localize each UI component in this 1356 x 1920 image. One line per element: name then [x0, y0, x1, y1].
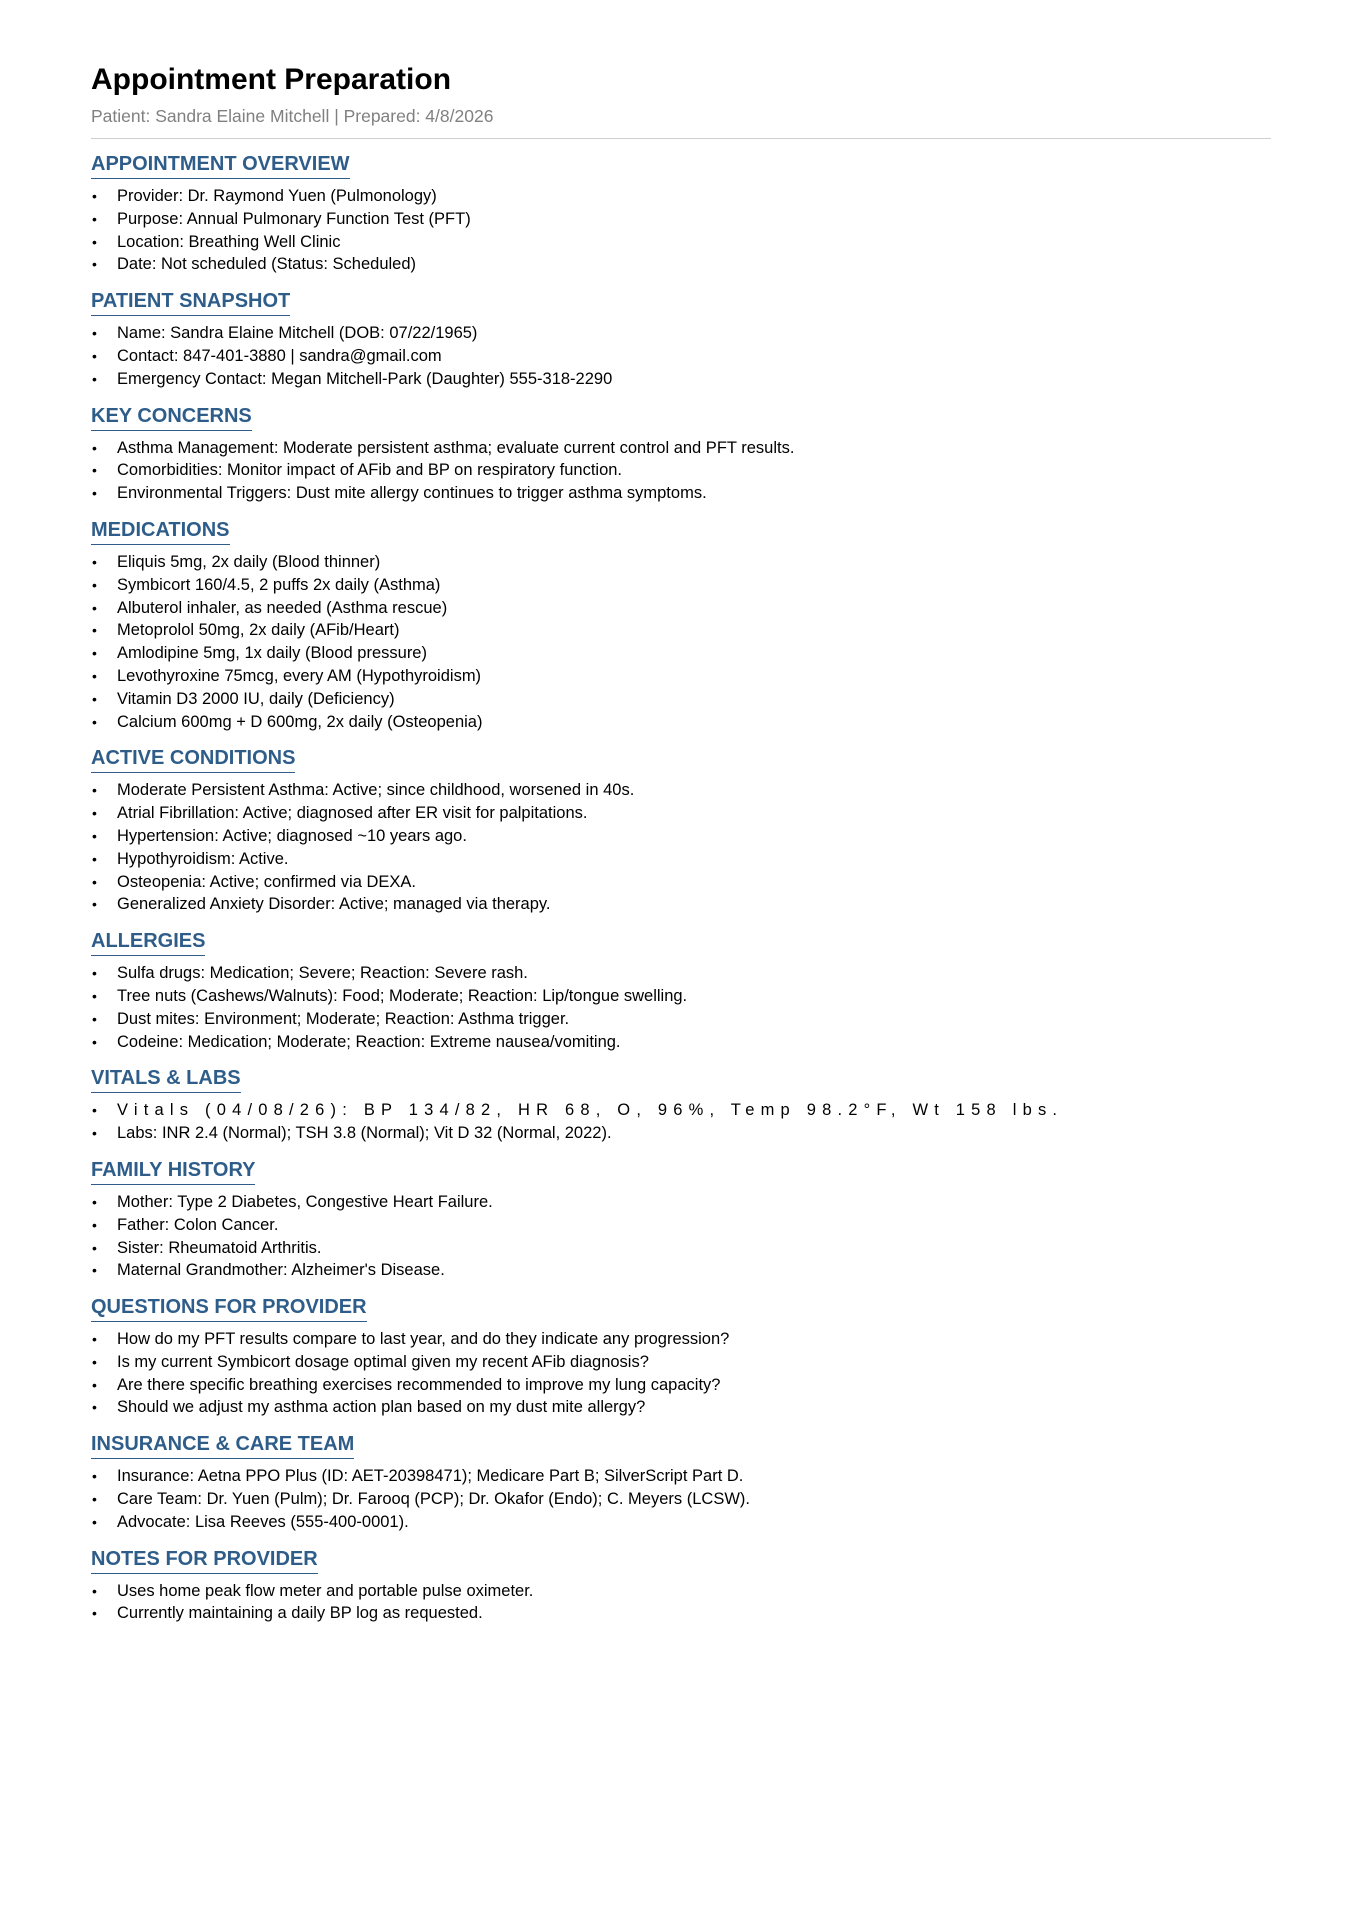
list-item: • Father: Colon Cancer. — [91, 1214, 1271, 1237]
list-item: • Are there specific breathing exercises recommended to improve my lung capacity? — [91, 1374, 1271, 1397]
list-item: • Comorbidities: Monitor impact of AFib and BP on respiratory function. — [91, 459, 1271, 482]
section-allergies — [91, 928, 1271, 1053]
list-item: • Purpose: Annual Pulmonary Function Test (PFT) — [91, 208, 1271, 231]
list-item: • Care Team: Dr. Yuen (Pulm); Dr. Farooq (PCP); Dr. Okafor (Endo); C. Meyers (LCSW). — [91, 1488, 1271, 1511]
section-heading: QUESTIONS FOR PROVIDER — [91, 1294, 367, 1322]
section-heading: INSURANCE & CARE TEAM — [91, 1431, 354, 1459]
document-meta: Patient: Sandra Elaine Mitchell | Prepared: 4/8/2026 — [91, 104, 1271, 139]
section-heading: VITALS & LABS — [91, 1065, 241, 1093]
bullet-list — [91, 185, 1271, 276]
list-item: • Insurance: Aetna PPO Plus (ID: AET-20398471); Medicare Part B; SilverScript Part D. — [91, 1465, 1271, 1488]
list-item: • Metoprolol 50mg, 2x daily (AFib/Heart) — [91, 619, 1271, 642]
list-item: • Atrial Fibrillation: Active; diagnosed after ER visit for palpitations. — [91, 802, 1271, 825]
list-item: • Vitamin D3 2000 IU, daily (Deficiency) — [91, 688, 1271, 711]
list-item: • Calcium 600mg + D 600mg, 2x daily (Osteopenia) — [91, 711, 1271, 734]
list-item: • Currently maintaining a daily BP log as requested. — [91, 1602, 1271, 1625]
list-item: • Tree nuts (Cashews/Walnuts): Food; Moderate; Reaction: Lip/tongue swelling. — [91, 985, 1271, 1008]
section-appointment-overview — [91, 151, 1271, 276]
document-title: Appointment Preparation — [91, 63, 452, 96]
section-heading: ACTIVE CONDITIONS — [91, 745, 295, 773]
section-notes-for-provider — [91, 1546, 1271, 1626]
list-item: • Maternal Grandmother: Alzheimer's Disease. — [91, 1259, 1271, 1282]
list-item: • Generalized Anxiety Disorder: Active; managed via therapy. — [91, 893, 1271, 916]
list-item: • Levothyroxine 75mcg, every AM (Hypothyroidism) — [91, 665, 1271, 688]
section-heading: FAMILY HISTORY — [91, 1157, 255, 1185]
list-item: • Provider: Dr. Raymond Yuen (Pulmonology) — [91, 185, 1271, 208]
section-key-concerns — [91, 403, 1271, 505]
list-item: • Amlodipine 5mg, 1x daily (Blood pressure) — [91, 642, 1271, 665]
section-heading: KEY CONCERNS — [91, 403, 252, 431]
list-item: • Hypothyroidism: Active. — [91, 848, 1271, 871]
section-heading: ALLERGIES — [91, 928, 205, 956]
section-medications — [91, 517, 1271, 733]
bullet-list — [91, 1465, 1271, 1533]
list-item: • Mother: Type 2 Diabetes, Congestive Heart Failure. — [91, 1191, 1271, 1214]
section-active-conditions — [91, 745, 1271, 916]
list-item-vitals: • Vitals (04/08/26): BP 134/82, HR 68, O, 96%, Temp 98.2°F, Wt 158 lbs. — [91, 1099, 1271, 1122]
list-item: • Dust mites: Environment; Moderate; Reaction: Asthma trigger. — [91, 1008, 1271, 1031]
list-item: • Moderate Persistent Asthma: Active; since childhood, worsened in 40s. — [91, 779, 1271, 802]
section-heading: APPOINTMENT OVERVIEW — [91, 151, 350, 179]
section-heading: MEDICATIONS — [91, 517, 230, 545]
bullet-list — [91, 1191, 1271, 1282]
bullet-list — [91, 437, 1271, 505]
list-item: • Labs: INR 2.4 (Normal); TSH 3.8 (Normal); Vit D 32 (Normal, 2022). — [91, 1122, 1271, 1145]
list-item: • Hypertension: Active; diagnosed ~10 years ago. — [91, 825, 1271, 848]
bullet-list — [91, 322, 1271, 390]
bullet-list — [91, 779, 1271, 916]
section-family-history — [91, 1157, 1271, 1282]
list-item: • Advocate: Lisa Reeves (555-400-0001). — [91, 1511, 1271, 1534]
section-heading: PATIENT SNAPSHOT — [91, 288, 290, 316]
bullet-list — [91, 962, 1271, 1053]
bullet-list — [91, 551, 1271, 733]
list-item: • Contact: 847-401-3880 | sandra@gmail.com — [91, 345, 1271, 368]
bullet-list — [91, 1099, 1271, 1145]
section-vitals-labs — [91, 1065, 1271, 1145]
list-item: • Albuterol inhaler, as needed (Asthma rescue) — [91, 597, 1271, 620]
list-item: • Eliquis 5mg, 2x daily (Blood thinner) — [91, 551, 1271, 574]
list-item: • Is my current Symbicort dosage optimal given my recent AFib diagnosis? — [91, 1351, 1271, 1374]
list-item: • Asthma Management: Moderate persistent asthma; evaluate current control and PFT results. — [91, 437, 1271, 460]
list-item: • Osteopenia: Active; confirmed via DEXA. — [91, 871, 1271, 894]
list-item: • Codeine: Medication; Moderate; Reaction: Extreme nausea/vomiting. — [91, 1031, 1271, 1054]
list-item: • Symbicort 160/4.5, 2 puffs 2x daily (Asthma) — [91, 574, 1271, 597]
bullet-list — [91, 1580, 1271, 1626]
document-page — [91, 60, 1271, 1625]
section-insurance-care-team — [91, 1431, 1271, 1533]
list-item: • Should we adjust my asthma action plan based on my dust mite allergy? — [91, 1396, 1271, 1419]
list-item: • Location: Breathing Well Clinic — [91, 231, 1271, 254]
list-item: • Emergency Contact: Megan Mitchell-Park (Daughter) 555-318-2290 — [91, 368, 1271, 391]
section-patient-snapshot — [91, 288, 1271, 390]
list-item: • Date: Not scheduled (Status: Scheduled) — [91, 253, 1271, 276]
list-item: • Uses home peak flow meter and portable pulse oximeter. — [91, 1580, 1271, 1603]
list-item: • How do my PFT results compare to last year, and do they indicate any progression? — [91, 1328, 1271, 1351]
list-item: • Sulfa drugs: Medication; Severe; Reaction: Severe rash. — [91, 962, 1271, 985]
list-item: • Sister: Rheumatoid Arthritis. — [91, 1237, 1271, 1260]
bullet-list — [91, 1328, 1271, 1419]
section-heading: NOTES FOR PROVIDER — [91, 1546, 318, 1574]
list-item: • Environmental Triggers: Dust mite allergy continues to trigger asthma symptoms. — [91, 482, 1271, 505]
section-questions-for-provider — [91, 1294, 1271, 1419]
list-item: • Name: Sandra Elaine Mitchell (DOB: 07/22/1965) — [91, 322, 1271, 345]
